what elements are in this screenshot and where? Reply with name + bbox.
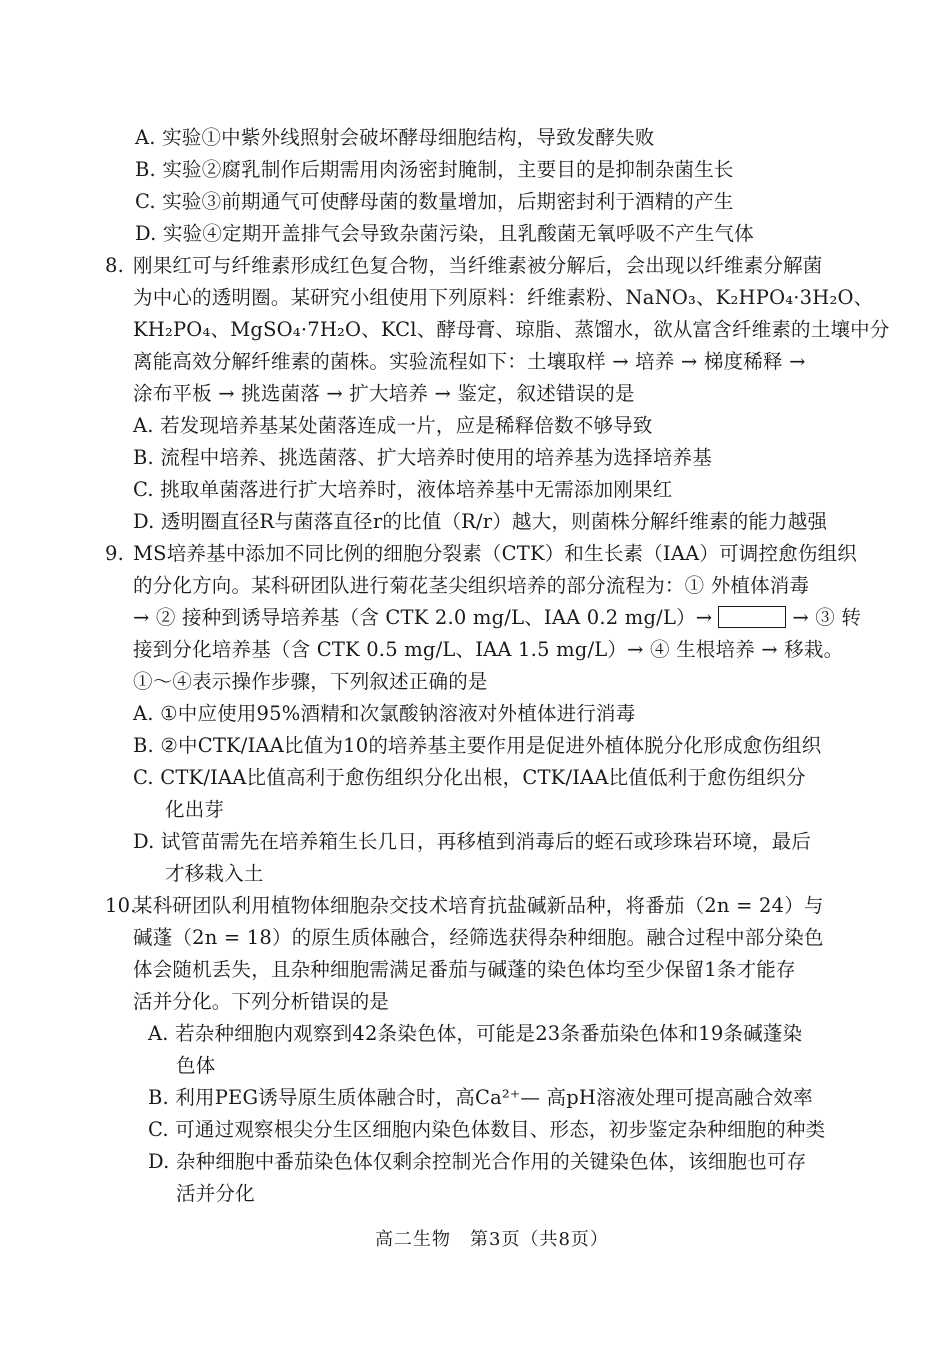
q10-stem-line-2: 碱蓬（2n = 18）的原生质体融合，经筛选获得杂种细胞。融合过程中部分染色 bbox=[133, 926, 824, 949]
q9-option-b: B. ②中CTK/IAA比值为10的培养基主要作用是促进外植体脱分化形成愈伤组织 bbox=[133, 734, 822, 757]
q9-option-a: A. ①中应使用95%酒精和次氯酸钠溶液对外植体进行消毒 bbox=[133, 702, 636, 725]
q9-option-c-line-1: C. CTK/IAA比值高利于愈伤组织分化出根，CTK/IAA比值低利于愈伤组织分 bbox=[133, 766, 806, 789]
q8-option-b: B. 流程中培养、挑选菌落、扩大培养时使用的培养基为选择培养基 bbox=[133, 446, 712, 469]
q7-option-c: C. 实验③前期通气可使酵母菌的数量增加，后期密封利于酒精的产生 bbox=[135, 190, 734, 213]
q9-option-d-line-1: D. 试管苗需先在培养箱生长几日，再移植到消毒后的蛭石或珍珠岩环境，最后 bbox=[133, 830, 812, 853]
q7-option-a: A. 实验①中紫外线照射会破坏酵母细胞结构，导致发酵失败 bbox=[135, 126, 655, 149]
q10-number: 10. bbox=[105, 894, 137, 917]
q8-stem-line-2: 为中心的透明圈。某研究小组使用下列原料：纤维素粉、NaNO₃、K₂HPO₄·3H₂O、 bbox=[133, 286, 874, 309]
q10-stem-line-4: 活并分化。下列分析错误的是 bbox=[133, 990, 390, 1013]
q10-option-d-line-2: 活并分化 bbox=[176, 1182, 255, 1205]
q10-option-d-line-1: D. 杂种细胞中番茄染色体仅剩余控制光合作用的关键染色体，该细胞也可存 bbox=[148, 1150, 807, 1173]
q10-option-a-line-1: A. 若杂种细胞内观察到42条染色体，可能是23条番茄染色体和19条碱蓬染 bbox=[148, 1022, 803, 1045]
q8-stem-line-3: KH₂PO₄、MgSO₄·7H₂O、KCl、酵母膏、琼脂、蒸馏水，欲从富含纤维素的土壤中分 bbox=[133, 318, 890, 341]
q9-stem-line-5: ①～④表示操作步骤，下列叙述正确的是 bbox=[133, 670, 488, 693]
answer-blank-box bbox=[718, 606, 786, 628]
q9-number: 9. bbox=[105, 542, 125, 565]
q9-stem-line-2: 的分化方向。某科研团队进行菊花茎尖组织培养的部分流程为：① 外植体消毒 bbox=[133, 574, 810, 597]
q10-option-c: C. 可通过观察根尖分生区细胞内染色体数目、形态，初步鉴定杂种细胞的种类 bbox=[148, 1118, 826, 1141]
q8-option-a: A. 若发现培养基某处菌落连成一片，应是稀释倍数不够导致 bbox=[133, 414, 653, 437]
q9-option-c-line-2: 化出芽 bbox=[165, 798, 225, 821]
q9-stem-line-4: 接到分化培养基（含 CTK 0.5 mg/L、IAA 1.5 mg/L）→ ④ 生根培养 → 移栽。 bbox=[133, 638, 844, 661]
q10-option-b: B. 利用PEG诱导原生质体融合时，高Ca²⁺— 高pH溶液处理可提高融合效率 bbox=[148, 1086, 813, 1109]
q9-stem-line-3: → ② 接种到诱导培养基（含 CTK 2.0 mg/L、IAA 0.2 mg/L）→ → ③ 转 bbox=[133, 606, 862, 629]
q8-stem-line-1: 8. 刚果红可与纤维素形成红色复合物，当纤维素被分解后，会出现以纤维素分解菌 bbox=[105, 254, 823, 277]
q9-stem-line-1: 9. MS培养基中添加不同比例的细胞分裂素（CTK）和生长素（IAA）可调控愈伤组织 bbox=[105, 542, 857, 565]
q8-stem-line-4: 离能高效分解纤维素的菌株。实验流程如下：土壤取样 → 培养 → 梯度稀释 → bbox=[133, 350, 806, 373]
q7-option-b: B. 实验②腐乳制作后期需用肉汤密封腌制，主要目的是抑制杂菌生长 bbox=[135, 158, 734, 181]
q9-option-d-line-2: 才移栽入土 bbox=[165, 862, 264, 885]
page-footer: 高二生物 第3页（共8页） bbox=[375, 1229, 609, 1250]
q8-option-c: C. 挑取单菌落进行扩大培养时，液体培养基中无需添加刚果红 bbox=[133, 478, 673, 501]
q10-stem-line-3: 体会随机丢失，且杂种细胞需满足番茄与碱蓬的染色体均至少保留1条才能存 bbox=[133, 958, 796, 981]
q10-option-a-line-2: 色体 bbox=[176, 1054, 216, 1077]
q8-option-d: D. 透明圈直径R与菌落直径r的比值（R/r）越大，则菌株分解纤维素的能力越强 bbox=[133, 510, 828, 533]
q8-number: 8. bbox=[105, 254, 125, 277]
q10-stem-line-1: 10.某科研团队利用植物体细胞杂交技术培育抗盐碱新品种，将番茄（2n = 24）与 bbox=[105, 894, 824, 917]
q7-option-d: D. 实验④定期开盖排气会导致杂菌污染，且乳酸菌无氧呼吸不产生气体 bbox=[135, 222, 754, 245]
q8-stem-line-5: 涂布平板 → 挑选菌落 → 扩大培养 → 鉴定，叙述错误的是 bbox=[133, 382, 635, 405]
